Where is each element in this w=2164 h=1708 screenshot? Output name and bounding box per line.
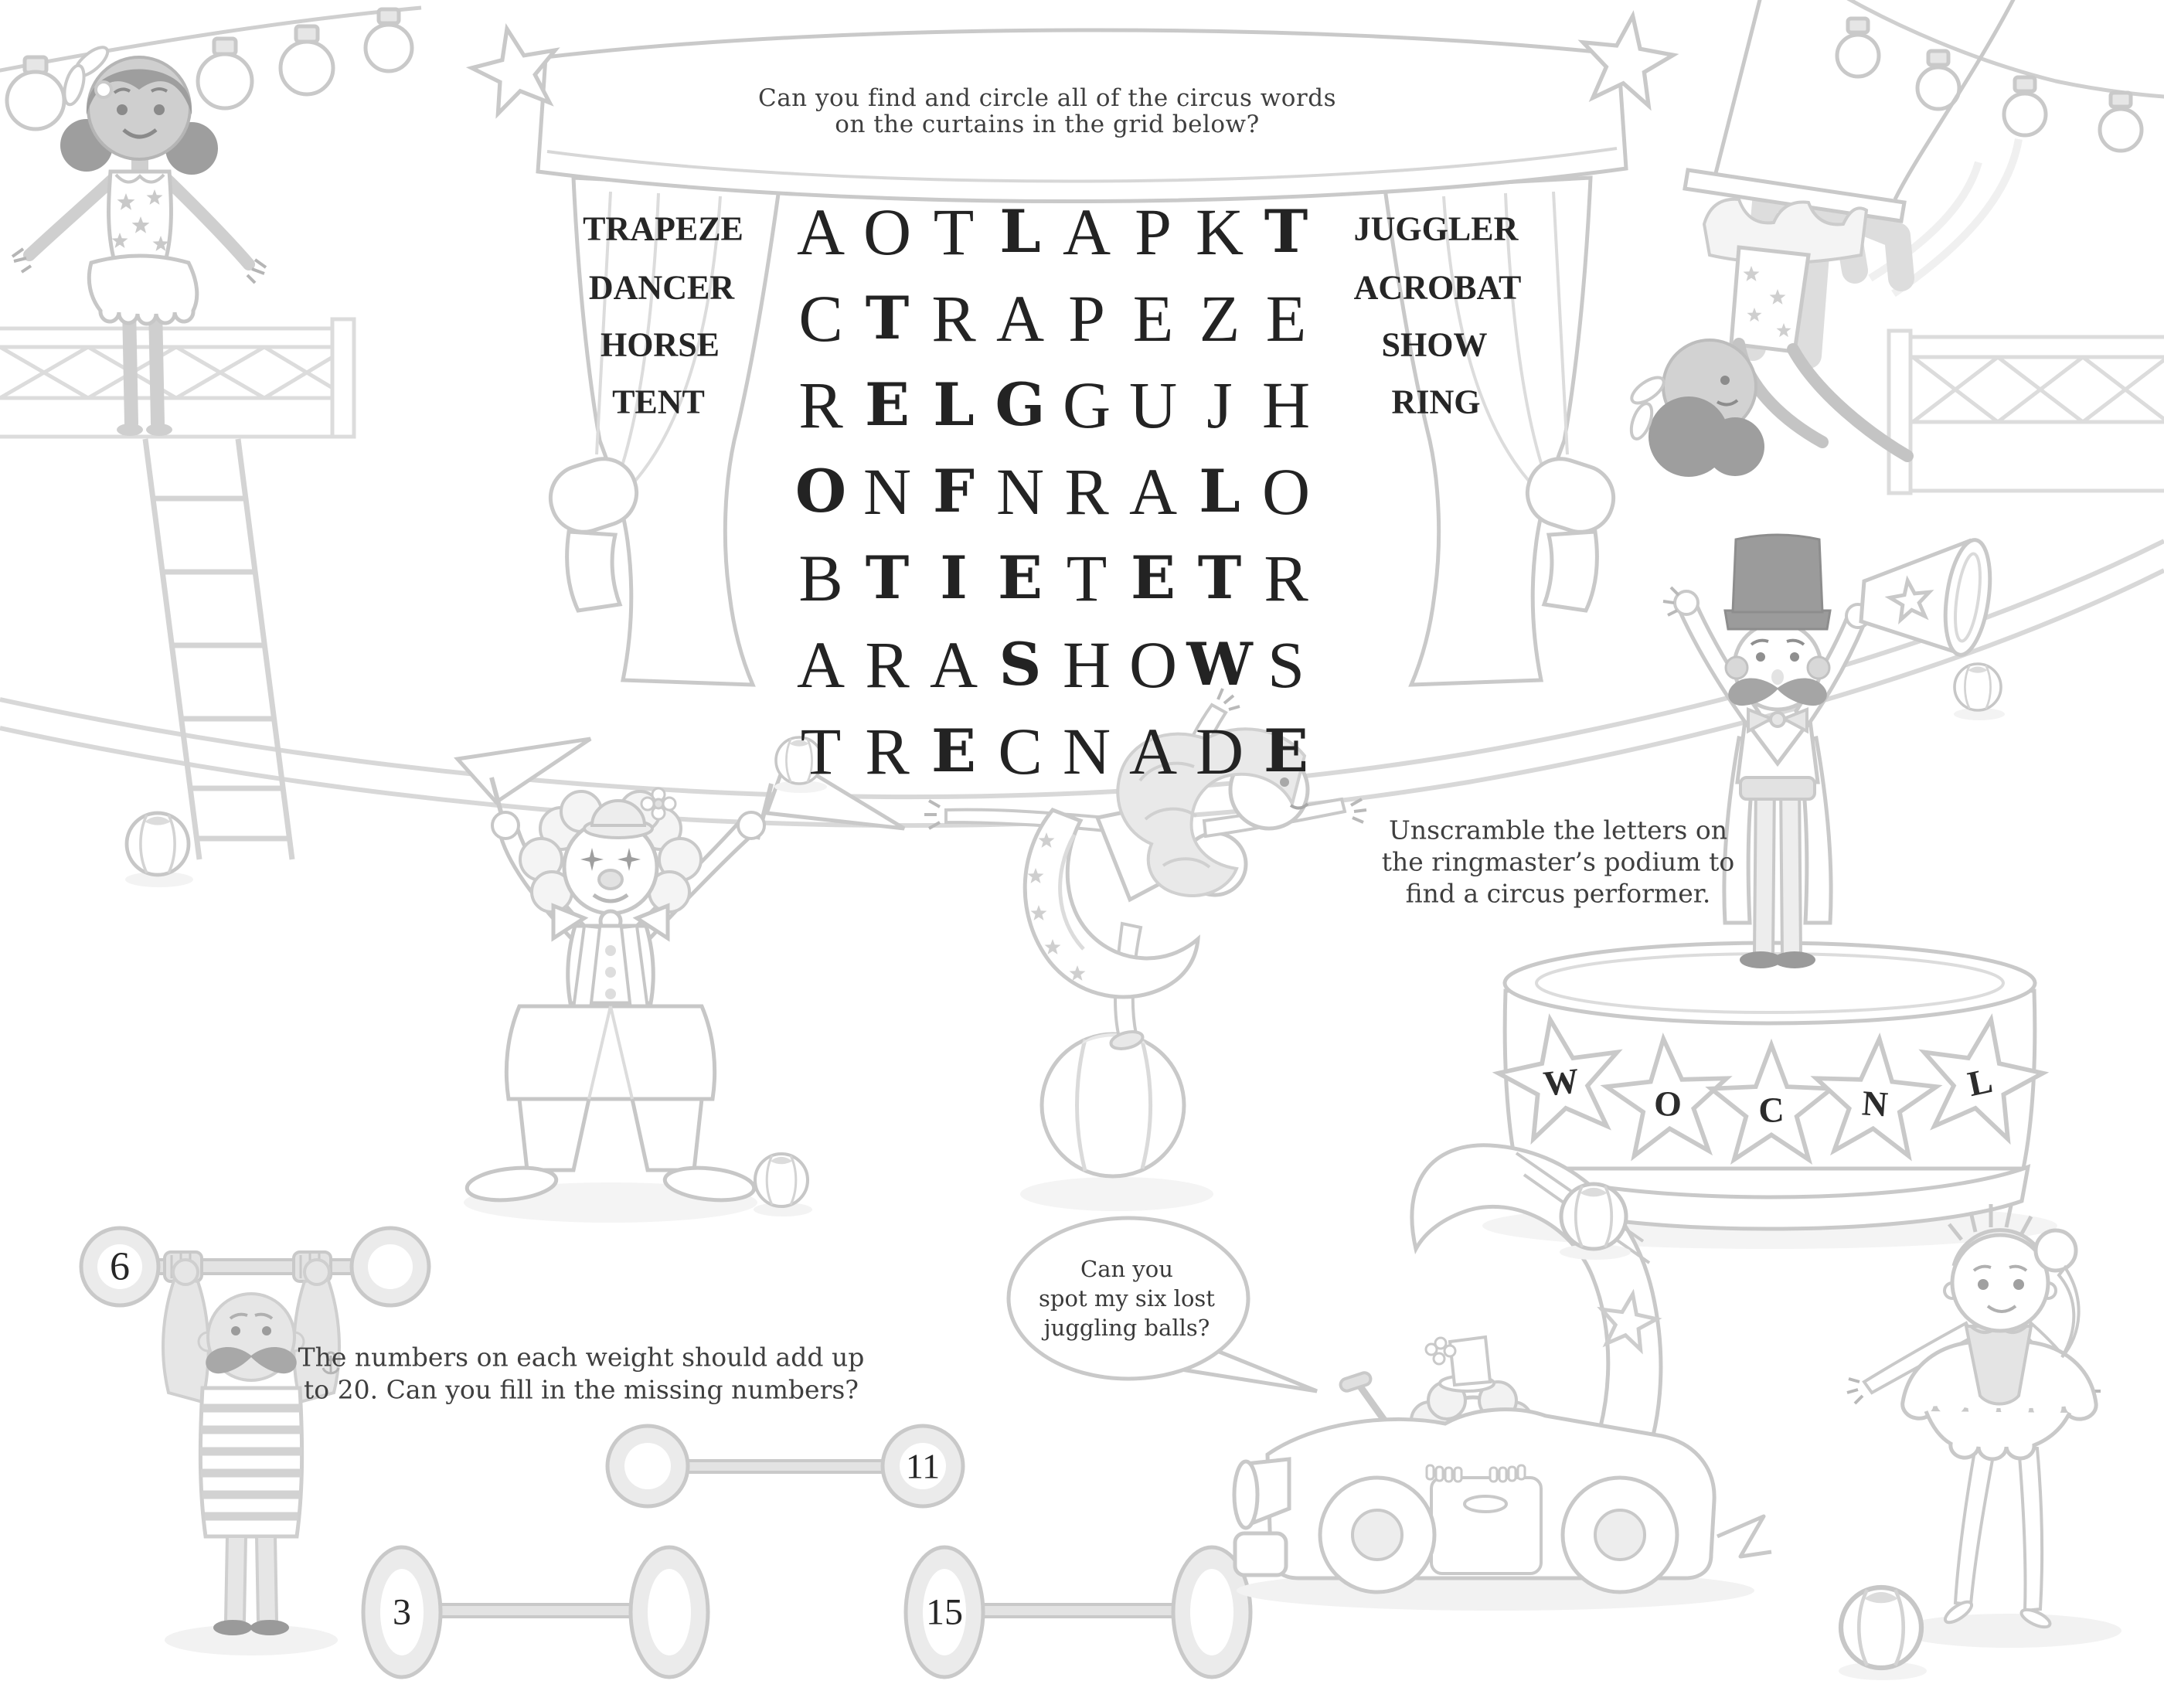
- curtain-word-dancer: DANCER: [588, 268, 735, 307]
- bubble-line2: spot my six lost: [1039, 1285, 1215, 1312]
- grid-letter-r6c3[interactable]: A: [929, 628, 978, 702]
- podium-letter-n: N: [1860, 1083, 1890, 1124]
- grid-letter-r5c7[interactable]: T: [1197, 543, 1242, 612]
- podium-letter-l: L: [1964, 1060, 1996, 1104]
- grid-letter-r6c5[interactable]: H: [1062, 628, 1111, 702]
- grid-letter-r4c6[interactable]: A: [1128, 454, 1178, 529]
- grid-letter-r7c3[interactable]: E: [931, 716, 976, 785]
- grid-letter-r7c1[interactable]: T: [800, 714, 842, 788]
- grid-letter-r1c4[interactable]: L: [999, 197, 1041, 266]
- bubble-line3: juggling balls?: [1043, 1315, 1210, 1341]
- grid-letter-r3c8[interactable]: H: [1261, 368, 1311, 442]
- grid-letter-r3c2[interactable]: E: [865, 370, 910, 439]
- grid-letter-r2c7[interactable]: Z: [1199, 281, 1240, 356]
- grid-letter-r5c1[interactable]: B: [798, 541, 843, 615]
- weight-number-15: 15: [926, 1591, 963, 1633]
- grid-letter-r2c3[interactable]: R: [931, 281, 976, 356]
- ladder: [145, 439, 292, 859]
- grid-letter-r4c5[interactable]: R: [1064, 454, 1109, 529]
- grid-letter-r2c2[interactable]: T: [865, 284, 910, 352]
- unscramble-line3: find a circus performer.: [1405, 878, 1711, 909]
- grid-letter-r7c4[interactable]: C: [998, 714, 1043, 788]
- juggling-ball-4[interactable]: [1955, 664, 2001, 710]
- curtain-word-acrobat: ACROBAT: [1353, 268, 1522, 307]
- flag-clown: [458, 739, 904, 1223]
- grid-letter-r1c6[interactable]: P: [1135, 195, 1172, 269]
- grid-letter-r3c3[interactable]: L: [933, 370, 975, 439]
- grid-letter-r5c2[interactable]: T: [865, 543, 910, 612]
- grid-letter-r6c4[interactable]: S: [999, 630, 1042, 699]
- grid-letter-r7c6[interactable]: A: [1128, 714, 1178, 788]
- ringmaster: [1663, 535, 1996, 968]
- juggling-ball-1[interactable]: [127, 813, 189, 875]
- curtain-word-horse: HORSE: [600, 325, 720, 364]
- grid-letter-r4c4[interactable]: N: [995, 454, 1045, 529]
- string-lights-right: [1824, 0, 2164, 151]
- grid-letter-r2c5[interactable]: P: [1068, 281, 1105, 356]
- grid-letter-r3c5[interactable]: G: [1062, 368, 1111, 442]
- weight-number-6: 6: [110, 1244, 130, 1289]
- grid-letter-r1c2[interactable]: O: [863, 195, 912, 269]
- grid-letter-r6c6[interactable]: O: [1128, 628, 1178, 702]
- ballerina: [1847, 1204, 2121, 1648]
- grid-letter-r5c3[interactable]: I: [940, 543, 968, 612]
- grid-letter-r4c1[interactable]: O: [794, 457, 847, 526]
- platform-left: [0, 319, 354, 437]
- juggling-ball-3[interactable]: [755, 1154, 808, 1206]
- grid-letter-r1c1[interactable]: A: [796, 195, 846, 269]
- grid-letter-r3c7[interactable]: J: [1206, 368, 1233, 442]
- grid-letter-r7c2[interactable]: R: [865, 714, 910, 788]
- juggling-ball-6[interactable]: [1841, 1587, 1921, 1668]
- grid-letter-r4c3[interactable]: F: [933, 457, 975, 526]
- podium-letter-c: C: [1757, 1089, 1785, 1131]
- grid-letter-r1c7[interactable]: K: [1195, 195, 1244, 269]
- platform-right: [1889, 331, 2164, 493]
- grid-letter-r6c1[interactable]: A: [796, 628, 846, 702]
- unscramble-line1: Unscramble the letters on: [1389, 815, 1727, 845]
- grid-letter-r3c6[interactable]: U: [1128, 368, 1178, 442]
- word-search-grid[interactable]: [788, 189, 1319, 794]
- grid-letter-r4c8[interactable]: O: [1261, 454, 1311, 529]
- podium-letter-w: W: [1541, 1060, 1581, 1104]
- grid-letter-r2c8[interactable]: E: [1265, 281, 1307, 356]
- barbell-3: [363, 1547, 708, 1677]
- grid-letter-r4c7[interactable]: L: [1199, 457, 1240, 526]
- grid-letter-r1c5[interactable]: A: [1062, 195, 1111, 269]
- grid-letter-r6c8[interactable]: S: [1267, 628, 1305, 702]
- grid-letter-r7c5[interactable]: N: [1062, 714, 1111, 788]
- grid-letter-r5c5[interactable]: T: [1066, 541, 1108, 615]
- curtain-right: [1385, 178, 1622, 685]
- bubble-line1: Can you: [1080, 1256, 1173, 1282]
- weight-number-11: 11: [905, 1446, 941, 1486]
- banner-instruction-line1: Can you find and circle all of the circus words: [757, 84, 1337, 112]
- grid-letter-r2c1[interactable]: C: [798, 281, 843, 356]
- curtain-left: [542, 178, 779, 685]
- grid-letter-r3c1[interactable]: R: [798, 368, 843, 442]
- grid-letter-r3c4[interactable]: G: [995, 370, 1046, 439]
- weights-instruction-line1: The numbers on each weight should add up: [298, 1342, 865, 1373]
- grid-letter-r6c2[interactable]: R: [865, 628, 910, 702]
- curtain-word-ring: RING: [1391, 383, 1481, 421]
- curtain-word-juggler: JUGGLER: [1353, 209, 1519, 248]
- grid-letter-r2c4[interactable]: A: [995, 281, 1045, 356]
- curtain-word-show: SHOW: [1381, 325, 1488, 364]
- grid-letter-r5c4[interactable]: E: [998, 543, 1043, 612]
- banner-instruction-line2: on the curtains in the grid below?: [835, 111, 1260, 138]
- grid-letter-r5c6[interactable]: E: [1131, 543, 1176, 612]
- curtain-word-tent: TENT: [612, 383, 705, 421]
- grid-letter-r6c7[interactable]: W: [1186, 630, 1253, 699]
- unscramble-line2: the ringmaster’s podium to: [1381, 846, 1735, 877]
- grid-letter-r5c8[interactable]: R: [1264, 541, 1308, 615]
- grid-letter-r7c7[interactable]: D: [1195, 714, 1244, 788]
- podium-letter-o: O: [1652, 1083, 1683, 1124]
- grid-letter-r7c8[interactable]: E: [1264, 716, 1308, 785]
- grid-letter-r4c2[interactable]: N: [863, 454, 912, 529]
- grid-letter-r1c8[interactable]: T: [1264, 197, 1308, 266]
- juggling-ball-5[interactable]: [1561, 1184, 1626, 1249]
- weight-number-3: 3: [393, 1591, 411, 1633]
- weights-instruction-line2: to 20. Can you fill in the missing numbers?: [304, 1374, 859, 1405]
- grid-letter-r1c3[interactable]: T: [933, 195, 975, 269]
- string-lights-left: [0, 8, 421, 129]
- curtain-word-trapeze: TRAPEZE: [583, 209, 743, 248]
- grid-letter-r2c6[interactable]: E: [1132, 281, 1174, 356]
